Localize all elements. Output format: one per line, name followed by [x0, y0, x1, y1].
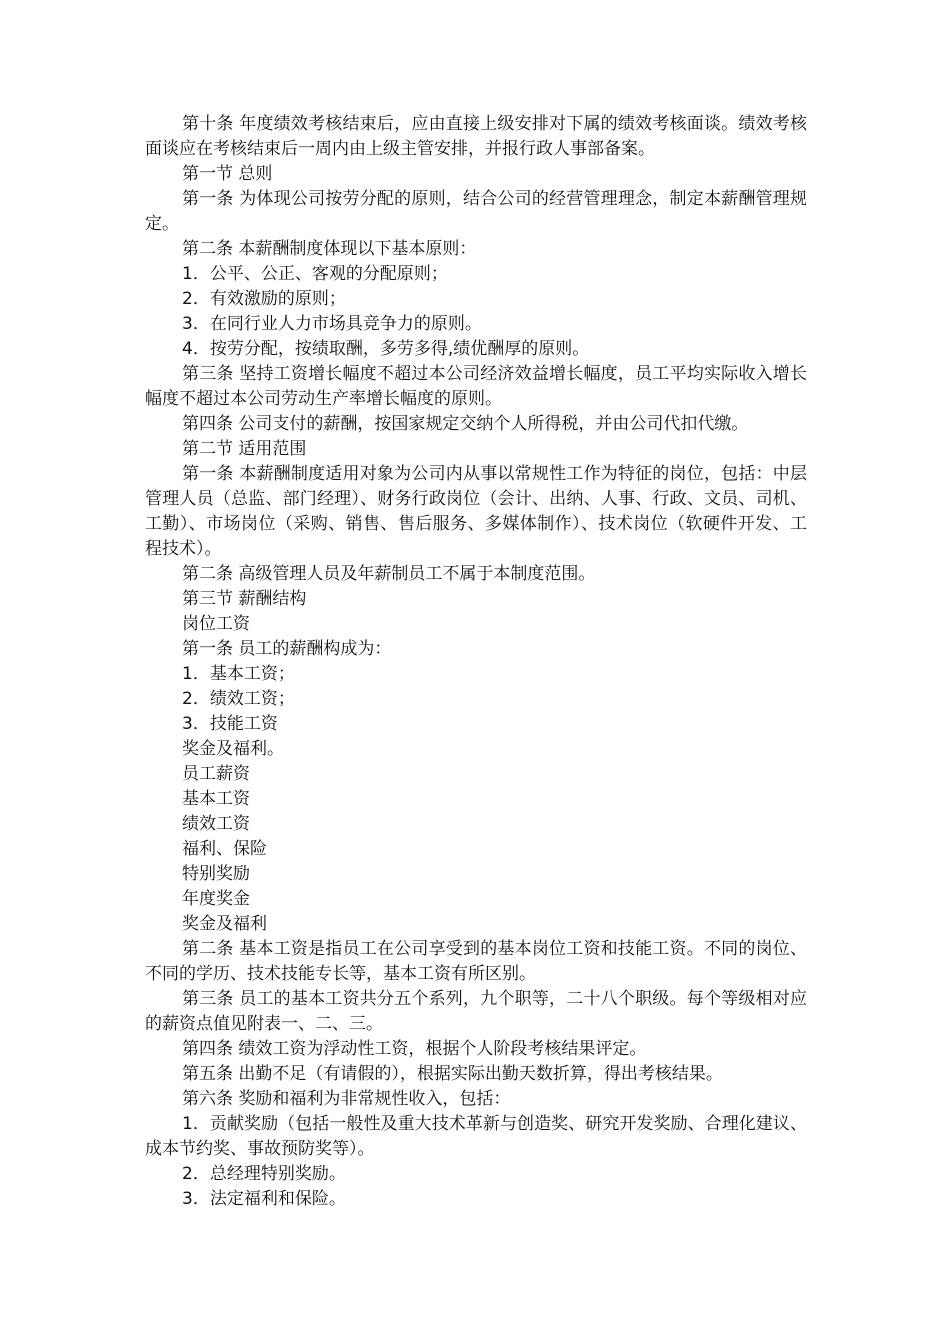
paragraph: 第三条 员工的基本工资共分五个系列，九个职等，二十八个职级。每个等级相对应的薪资点值见附表一、二、三。: [145, 989, 807, 1034]
list-item: 3．在同行业人力市场具竞争力的原则。: [182, 314, 482, 334]
section-heading: 第一节 总则: [182, 164, 273, 184]
list-item: 1．贡献奖励（包括一般性及重大技术革新与创造奖、研究开发奖励、合理化建议、成本节约奖、事故预防奖等）。: [145, 1114, 807, 1159]
list-item: 奖金及福利: [182, 914, 267, 934]
list-item: 基本工资: [182, 789, 250, 809]
paragraph: 第六条 奖励和福利为非常规性收入，包括：: [182, 1089, 511, 1109]
list-item: 1．基本工资；: [182, 664, 295, 684]
list-item: 4．按劳分配，按绩取酬，多劳多得,绩优酬厚的原则。: [182, 339, 590, 359]
paragraph: 第三条 坚持工资增长幅度不超过本公司经济效益增长幅度，员工平均实际收入增长幅度不超过本公司劳动生产率增长幅度的原则。: [145, 364, 807, 409]
paragraph: 第二条 基本工资是指员工在公司享受到的基本岗位工资和技能工资。不同的岗位、不同的学历、技术技能专长等，基本工资有所区别。: [145, 939, 807, 984]
paragraph: 第四条 绩效工资为浮动性工资，根据个人阶段考核结果评定。: [182, 1039, 647, 1059]
subheading: 岗位工资: [182, 614, 250, 634]
paragraph: 第一条 为体现公司按劳分配的原则，结合公司的经营管理理念，制定本薪酬管理规定。: [145, 189, 807, 234]
list-item: 3．技能工资: [182, 714, 278, 734]
list-item: 特别奖励: [182, 864, 250, 884]
list-item: 绩效工资: [182, 814, 250, 834]
paragraph: 第一条 员工的薪酬构成为：: [182, 639, 392, 659]
paragraph: 第二条 本薪酬制度体现以下基本原则：: [182, 239, 477, 259]
section-heading: 第二节 适用范围: [182, 439, 307, 459]
list-item: 福利、保险: [182, 839, 267, 859]
section-heading: 第三节 薪酬结构: [182, 589, 307, 609]
paragraph: 第一条 本薪酬制度适用对象为公司内从事以常规性工作为特征的岗位，包括：中层管理人员（总监、部门经理）、财务行政岗位（会计、出纳、人事、行政、文员、司机、工勤）、市场岗位（采购、销售、售后服务、多媒体制作）、技术岗位（软硬件开发、工程技术）。: [145, 464, 807, 559]
list-item: 3．法定福利和保险。: [182, 1189, 346, 1209]
list-item: 年度奖金: [182, 889, 250, 909]
document-body: [145, 112, 807, 1212]
list-item: 员工薪资: [182, 764, 250, 784]
paragraph: 第四条 公司支付的薪酬，按国家规定交纳个人所得税，并由公司代扣代缴。: [182, 414, 749, 434]
paragraph: 第十条 年度绩效考核结束后，应由直接上级安排对下属的绩效考核面谈。绩效考核面谈应在考核结束后一周内由上级主管安排，并报行政人事部备案。: [145, 114, 807, 159]
list-item: 2．绩效工资；: [182, 689, 295, 709]
paragraph: 第五条 出勤不足（有请假的），根据实际出勤天数折算，得出考核结果。: [182, 1064, 723, 1084]
paragraph: 第二条 高级管理人员及年薪制员工不属于本制度范围。: [182, 564, 596, 584]
list-item: 2．总经理特别奖励。: [182, 1164, 346, 1184]
list-item: 奖金及福利。: [182, 739, 284, 759]
list-item: 2．有效激励的原则；: [182, 289, 346, 309]
list-item: 1．公平、公正、客观的分配原则；: [182, 264, 448, 284]
